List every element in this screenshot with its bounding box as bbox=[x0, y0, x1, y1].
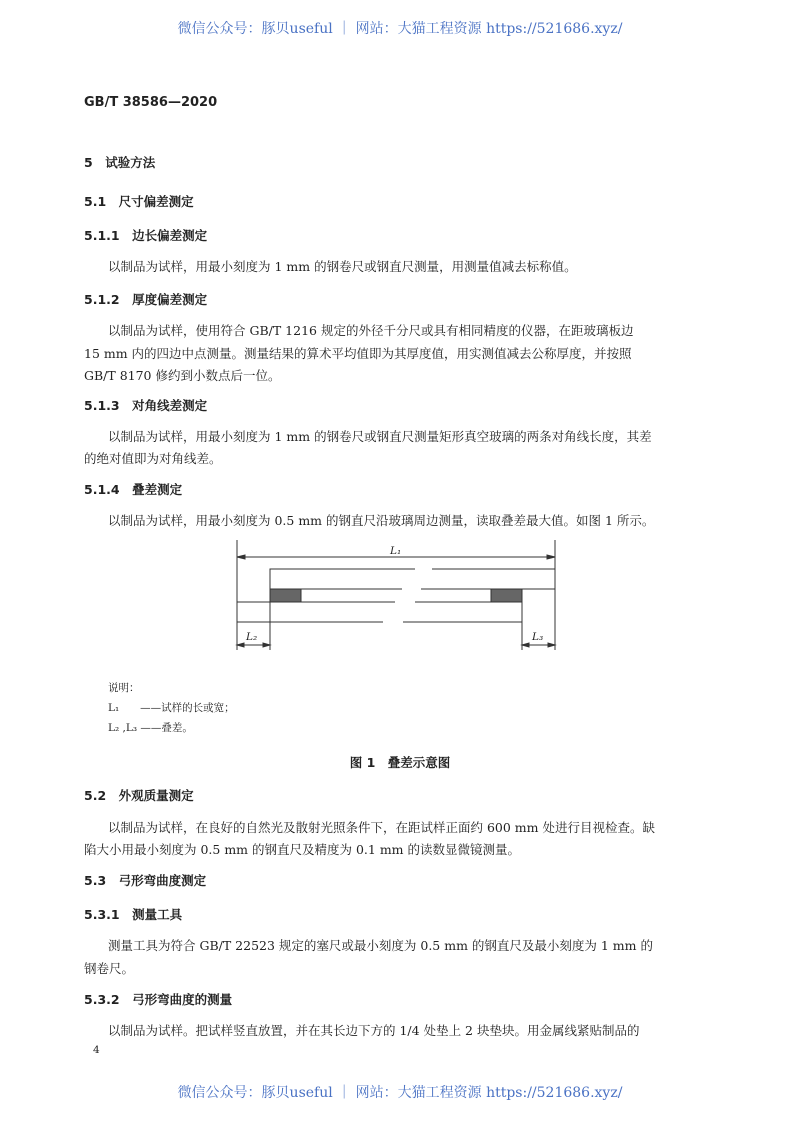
paragraph: 陷大小用最小刻度为 0.5 mm 的钢直尺及精度为 0.1 mm 的读数显微镜测量。 bbox=[84, 842, 521, 857]
paragraph: 测量工具为符合 GB/T 22523 规定的塞尺或最小刻度为 0.5 mm 的钢直尺及最小刻度为 1 mm 的 bbox=[108, 938, 653, 953]
section-5-heading: 5 试验方法 bbox=[84, 155, 156, 170]
watermark-top: 微信公众号：豚贝useful ｜ 网站：大猫工程资源 https://521686.xyz/ bbox=[177, 21, 623, 37]
paragraph: 以制品为试样，使用符合 GB/T 1216 规定的外径千分尺或具有相同精度的仪器，在距玻璃板边 bbox=[108, 323, 634, 338]
label-l1: L₁ bbox=[390, 545, 402, 557]
section-5-1-1-heading: 5.1.1 边长偏差测定 bbox=[84, 228, 208, 243]
paragraph: 以制品为试样。把试样竖直放置，并在其长边下方的 1/4 处垫上 2 块垫块。用金属线紧贴制品的 bbox=[108, 1023, 640, 1038]
label-l3: L₃ bbox=[532, 631, 544, 643]
page-number: 4 bbox=[93, 1044, 100, 1056]
section-5-3-heading: 5.3 弓形弯曲度测定 bbox=[84, 873, 207, 888]
paragraph: 钢卷尺。 bbox=[84, 961, 135, 976]
section-5-1-4-heading: 5.1.4 叠差测定 bbox=[84, 482, 183, 497]
legend-item: L₁ ——试样的长或宽； bbox=[108, 702, 235, 714]
section-5-3-2-heading: 5.3.2 弓形弯曲度的测量 bbox=[84, 992, 233, 1007]
label-l2: L₂ bbox=[246, 631, 258, 643]
legend-title: 说明： bbox=[108, 682, 140, 694]
paragraph: GB/T 8170 修约到小数点后一位。 bbox=[84, 368, 281, 383]
paragraph: 以制品为试样，用最小刻度为 1 mm 的钢卷尺或钢直尺测量，用测量值减去标称值。 bbox=[108, 259, 577, 274]
section-5-3-1-heading: 5.3.1 测量工具 bbox=[84, 907, 183, 922]
section-5-2-heading: 5.2 外观质量测定 bbox=[84, 788, 194, 803]
paragraph: 以制品为试样，用最小刻度为 0.5 mm 的钢直尺沿玻璃周边测量，读取叠差最大值。如图 1 所示。 bbox=[108, 513, 655, 528]
paragraph: 以制品为试样，在良好的自然光及散射光照条件下，在距试样正面约 600 mm 处进行目视检查。缺 bbox=[108, 820, 655, 835]
spacer-left bbox=[270, 589, 301, 602]
section-5-1-3-heading: 5.1.3 对角线差测定 bbox=[84, 398, 208, 413]
watermark-bottom: 微信公众号：豚贝useful ｜ 网站：大猫工程资源 https://521686.xyz/ bbox=[177, 1085, 623, 1101]
figure-caption: 图 1 叠差示意图 bbox=[349, 755, 451, 770]
section-5-1-heading: 5.1 尺寸偏差测定 bbox=[84, 194, 194, 209]
standard-number: GB/T 38586—2020 bbox=[84, 95, 218, 110]
legend-item: L₂ ,L₃ ——叠差。 bbox=[108, 722, 193, 734]
paragraph: 15 mm 内的四边中点测量。测量结果的算术平均值即为其厚度值，用实测值减去公称厚度，并按照 bbox=[84, 346, 632, 361]
paragraph: 以制品为试样，用最小刻度为 1 mm 的钢卷尺或钢直尺测量矩形真空玻璃的两条对角线长度，其差 bbox=[108, 429, 652, 444]
spacer-right bbox=[491, 589, 522, 602]
paragraph: 的绝对值即为对角线差。 bbox=[84, 451, 222, 466]
section-5-1-2-heading: 5.1.2 厚度偏差测定 bbox=[84, 292, 208, 307]
